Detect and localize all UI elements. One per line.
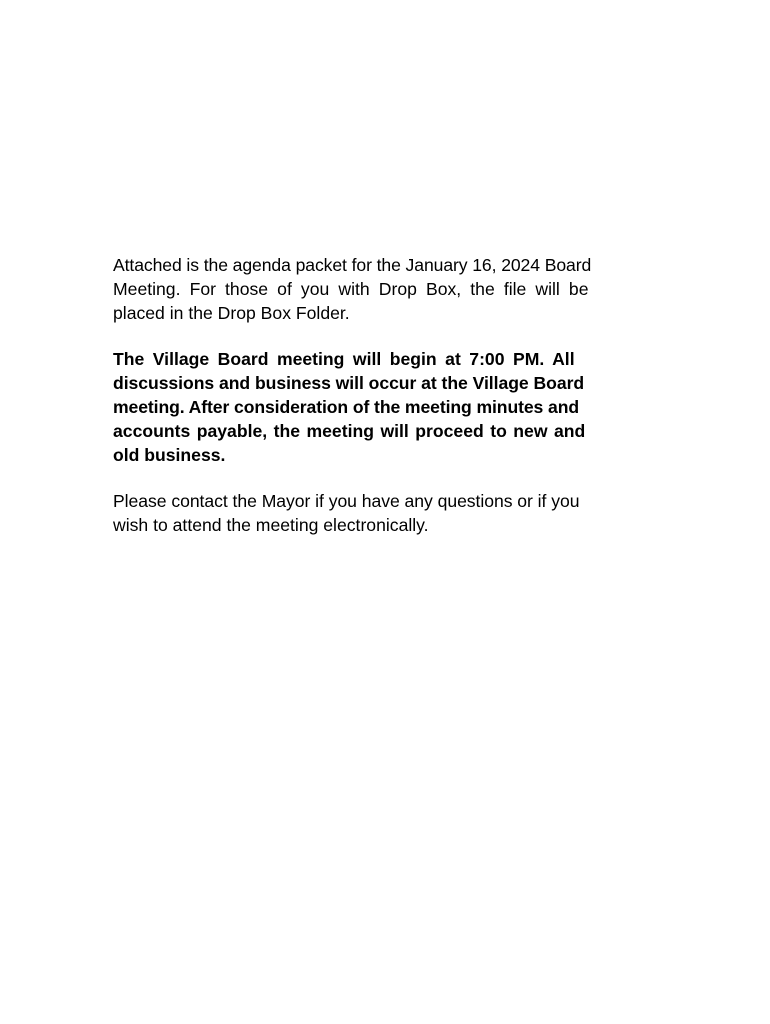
document-body xyxy=(113,253,657,558)
text-line: wish to attend the meeting electronically. xyxy=(113,514,429,535)
text-line: meeting. After consideration of the meeting minutes and xyxy=(113,397,580,418)
paragraph-meeting-info xyxy=(113,347,657,468)
text-line: The Village Board meeting will begin at 7:00 PM. All xyxy=(113,348,575,369)
text-line: Meeting. For those of you with Drop Box, the file will be xyxy=(113,279,589,300)
text-line: Attached is the agenda packet for the January 16, 2024 Board xyxy=(113,255,592,275)
paragraph-agenda-notice xyxy=(113,253,657,326)
text-line: Please contact the Mayor if you have any questions or if you xyxy=(113,490,580,511)
text-line: placed in the Drop Box Folder. xyxy=(113,303,350,324)
paragraph-contact xyxy=(113,489,657,537)
text-line: old business. xyxy=(113,445,226,466)
text-line: discussions and business will occur at the Village Board xyxy=(113,372,585,393)
text-line: accounts payable, the meeting will proceed to new and xyxy=(113,421,586,442)
